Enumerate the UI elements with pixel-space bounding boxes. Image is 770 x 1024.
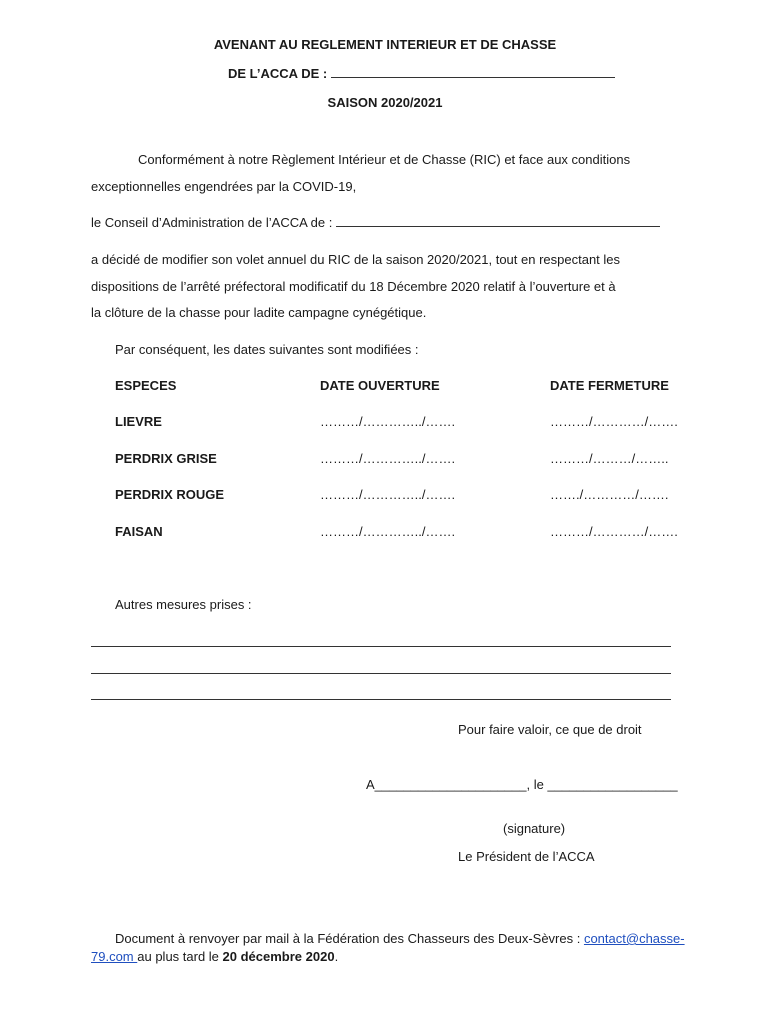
- signature-label: (signature): [503, 821, 566, 836]
- other-measures-label: Autres mesures prises :: [115, 597, 252, 612]
- president-label: Le Président de l’ACCA: [458, 849, 595, 864]
- place-prefix: A: [366, 777, 375, 792]
- council-label: le Conseil d’Administration de l’ACCA de :: [91, 215, 333, 230]
- council-line: [91, 215, 660, 230]
- acca-name-line: [228, 66, 615, 81]
- date-field[interactable]: __________________: [547, 777, 678, 792]
- close-date-perdrix-grise[interactable]: ………/………/……..: [550, 451, 669, 466]
- open-date-perdrix-rouge[interactable]: ………/…………../…….: [320, 487, 456, 502]
- paragraph-3-line-2: dispositions de l’arrêté préfectoral modificatif du 18 Décembre 2020 relatif à l’ouverture et à: [91, 279, 616, 294]
- council-acca-field[interactable]: [336, 226, 660, 227]
- species-perdrix-grise: PERDRIX GRISE: [115, 451, 217, 466]
- other-measures-line-3[interactable]: [91, 699, 671, 700]
- footer-deadline-prefix: au plus tard le: [137, 949, 223, 964]
- acca-label: DE L’ACCA DE :: [228, 66, 331, 81]
- paragraph-4: Par conséquent, les dates suivantes sont modifiées :: [115, 342, 419, 357]
- species-perdrix-rouge: PERDRIX ROUGE: [115, 487, 225, 502]
- acca-name-field[interactable]: [331, 77, 615, 78]
- footer-period: .: [334, 949, 339, 964]
- open-date-faisan[interactable]: ………/…………../…….: [320, 524, 456, 539]
- open-date-perdrix-grise[interactable]: ………/…………../…….: [320, 451, 456, 466]
- document-title: AVENANT AU REGLEMENT INTERIEUR ET DE CHASSE: [213, 37, 557, 52]
- footer-line-2: [91, 949, 338, 964]
- col-header-close: DATE FERMETURE: [550, 378, 669, 393]
- place-field[interactable]: _____________________: [374, 777, 527, 792]
- open-date-lievre[interactable]: ………/…………../…….: [320, 414, 456, 429]
- close-date-lievre[interactable]: ………/…………/…….: [550, 414, 678, 429]
- col-header-open: DATE OUVERTURE: [320, 378, 440, 393]
- col-header-species: ESPECES: [115, 378, 177, 393]
- paragraph-1-line-2: exceptionnelles engendrées par la COVID-19,: [91, 179, 357, 194]
- other-measures-line-1[interactable]: [91, 646, 671, 647]
- footer-line-1: [115, 931, 685, 946]
- place-date-line: [366, 777, 678, 792]
- email-link-part-2[interactable]: 79.com: [91, 949, 138, 964]
- paragraph-1-line-1: Conformément à notre Règlement Intérieur et de Chasse (RIC) et face aux conditions: [138, 152, 631, 167]
- paragraph-3-line-1: a décidé de modifier son volet annuel du RIC de la saison 2020/2021, tout en respectant les: [91, 252, 621, 267]
- season-title: SAISON 2020/2021: [327, 95, 443, 110]
- close-date-faisan[interactable]: ………/…………/…….: [550, 524, 678, 539]
- close-date-perdrix-rouge[interactable]: ……./…………/…….: [550, 487, 669, 502]
- date-separator: , le: [526, 777, 548, 792]
- species-faisan: FAISAN: [115, 524, 163, 539]
- species-lievre: LIEVRE: [115, 414, 162, 429]
- email-link-part-1[interactable]: contact@chasse-: [583, 931, 685, 946]
- valoir-statement: Pour faire valoir, ce que de droit: [458, 722, 642, 737]
- paragraph-3-line-3: la clôture de la chasse pour ladite campagne cynégétique.: [91, 305, 427, 320]
- footer-deadline: 20 décembre 2020: [222, 949, 335, 964]
- other-measures-line-2[interactable]: [91, 673, 671, 674]
- footer-text: Document à renvoyer par mail à la Fédération des Chasseurs des Deux-Sèvres :: [115, 931, 584, 946]
